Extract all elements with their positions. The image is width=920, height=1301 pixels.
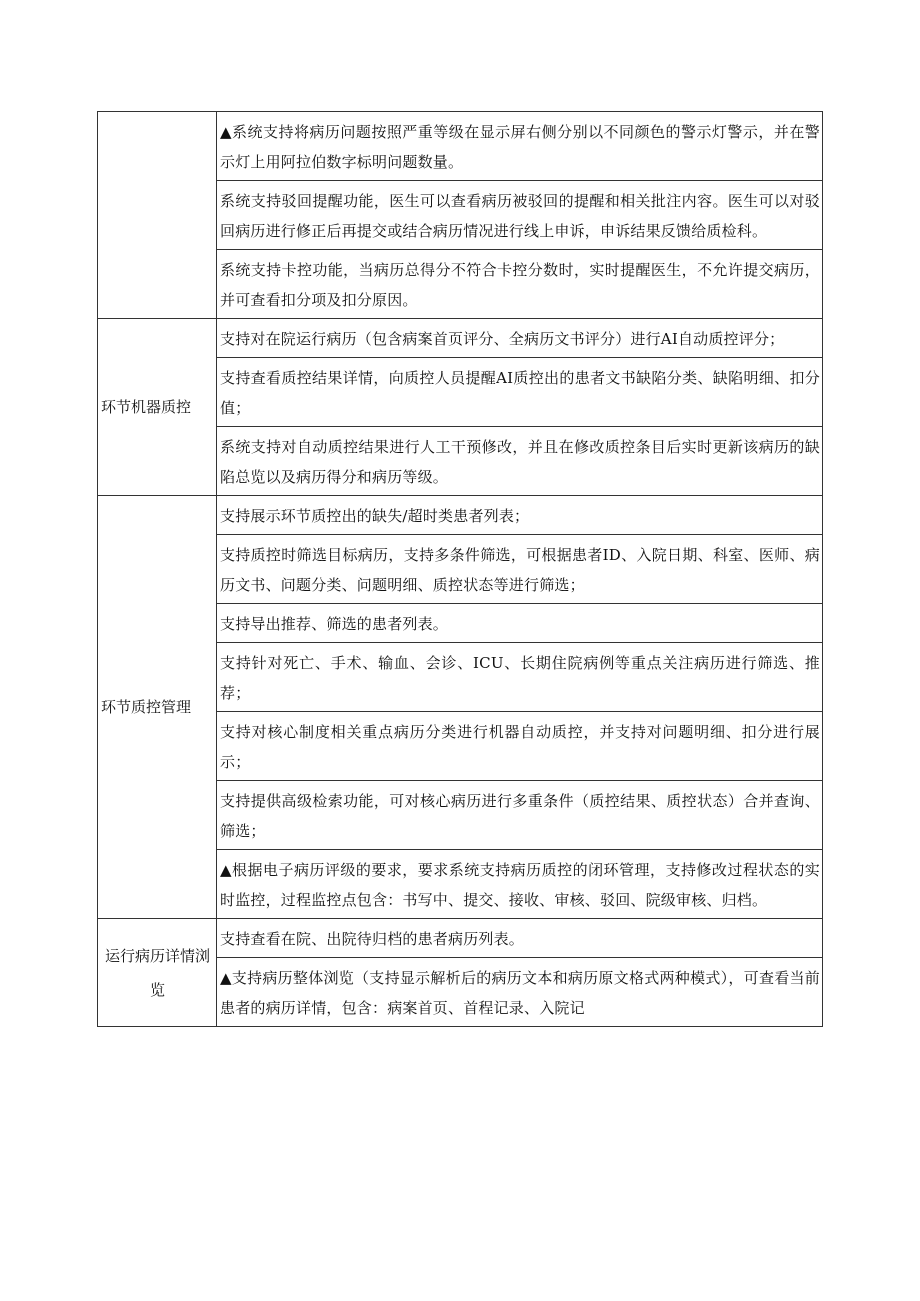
requirement-text: ▲根据电子病历评级的要求，要求系统支持病历质控的闭环管理，支持修改过程状态的实时监控，过程监控点包含：书写中、提交、接收、审核、驳回、院级审核、归档。	[220, 861, 820, 909]
requirement-cell	[217, 958, 823, 1027]
requirement-text: 支持对核心制度相关重点病历分类进行机器自动质控，并支持对问题明细、扣分进行展示；	[220, 723, 820, 771]
category-label: 环节机器质控	[101, 398, 192, 416]
requirement-cell	[217, 604, 823, 643]
category-cell	[98, 112, 217, 319]
requirement-cell	[217, 181, 823, 250]
category-label: 运行病历详情浏览	[104, 946, 210, 999]
requirement-cell	[217, 496, 823, 535]
requirement-text: 支持导出推荐、筛选的患者列表。	[220, 615, 449, 633]
requirement-text: 系统支持卡控功能，当病历总得分不符合卡控分数时，实时提醒医生，不允许提交病历，并可查看扣分项及扣分原因。	[220, 261, 820, 309]
table-row	[98, 112, 823, 181]
requirement-cell	[217, 427, 823, 496]
requirement-cell	[217, 781, 823, 850]
category-cell	[98, 919, 217, 1027]
requirement-cell	[217, 319, 823, 358]
requirement-text: 支持查看质控结果详情，向质控人员提醒AI质控出的患者文书缺陷分类、缺陷明细、扣分值；	[220, 369, 820, 417]
table-row	[98, 319, 823, 358]
requirement-text: 支持针对死亡、手术、输血、会诊、ICU、长期住院病例等重点关注病历进行筛选、推荐；	[220, 654, 820, 702]
requirement-text: 支持查看在院、出院待归档的患者病历列表。	[220, 930, 525, 948]
requirement-text: 支持提供高级检索功能，可对核心病历进行多重条件（质控结果、质控状态）合并查询、筛选；	[220, 792, 820, 840]
category-cell	[98, 319, 217, 496]
requirement-text: 支持对在院运行病历（包含病案首页评分、全病历文书评分）进行AI自动质控评分；	[220, 330, 785, 348]
requirement-cell	[217, 712, 823, 781]
requirement-text: ▲支持病历整体浏览（支持显示解析后的病历文本和病历原文格式两种模式），可查看当前患者的病历详情，包含：病案首页、首程记录、入院记	[220, 969, 820, 1017]
requirement-cell	[217, 535, 823, 604]
requirement-text: ▲系统支持将病历问题按照严重等级在显示屏右侧分别以不同颜色的警示灯警示，并在警示灯上用阿拉伯数字标明问题数量。	[220, 123, 820, 171]
table-row	[98, 919, 823, 958]
requirement-cell	[217, 850, 823, 919]
requirement-cell	[217, 112, 823, 181]
requirement-text: 系统支持驳回提醒功能，医生可以查看病历被驳回的提醒和相关批注内容。医生可以对驳回病历进行修正后再提交或结合病历情况进行线上申诉，申诉结果反馈给质检科。	[220, 192, 820, 240]
requirement-cell	[217, 643, 823, 712]
category-label: 环节质控管理	[101, 698, 192, 716]
requirement-text: 支持质控时筛选目标病历，支持多条件筛选，可根据患者ID、入院日期、科室、医师、病历文书、问题分类、问题明细、质控状态等进行筛选；	[220, 546, 820, 594]
requirement-cell	[217, 919, 823, 958]
category-cell	[98, 496, 217, 919]
requirement-cell	[217, 250, 823, 319]
requirement-cell	[217, 358, 823, 427]
table-row	[98, 496, 823, 535]
requirements-table	[97, 111, 823, 1027]
requirement-text: 系统支持对自动质控结果进行人工干预修改，并且在修改质控条目后实时更新该病历的缺陷总览以及病历得分和病历等级。	[220, 438, 820, 486]
requirement-text: 支持展示环节质控出的缺失/超时类患者列表；	[220, 507, 530, 525]
